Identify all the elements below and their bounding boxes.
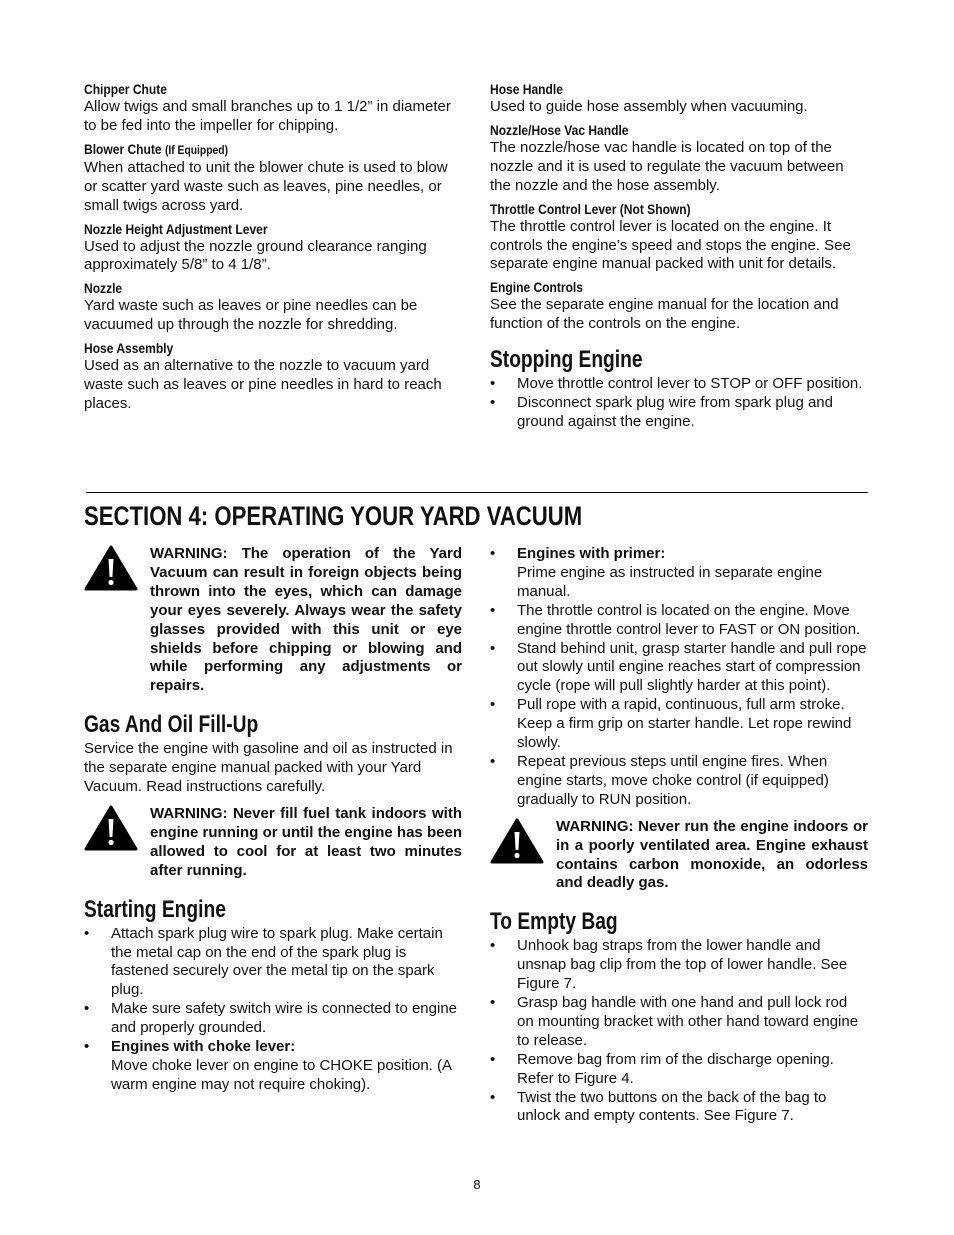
lower-right-column [490, 545, 868, 1126]
empty-bag-section [490, 907, 868, 1126]
starting-engine-item [84, 1000, 462, 1038]
warning-exhaust-text: WARNING: Never run the engine indoors or in a poorly ventilated area. Engine exhaust contains carbon monoxide, an odorless and deadly gas. [556, 817, 868, 892]
starting-engine-item [490, 753, 868, 810]
section-divider [86, 492, 868, 493]
page-number: 8 [473, 1177, 481, 1192]
stopping-engine-list [490, 375, 868, 432]
starting-engine-item-text: Prime engine as instructed in separate engine manual. [517, 563, 823, 600]
warning-eyes [84, 545, 462, 696]
blower-chute-block [84, 140, 462, 216]
empty-bag-title: To Empty Bag [490, 908, 618, 936]
chipper-chute-block [84, 80, 462, 136]
warning-triangle-icon [84, 545, 150, 597]
nozzle-height-block [84, 220, 462, 276]
starting-engine-item-text: • Pull rope with a rapid, continuous, full arm stroke. Keep a firm grip on starter handle. Let rope rewind slowly. [517, 696, 852, 752]
nozzle-heading: Nozzle [84, 280, 123, 297]
gas-oil-title: Gas And Oil Fill-Up [84, 711, 259, 739]
hose-assembly-block [84, 339, 462, 414]
hose-handle-block [490, 80, 868, 117]
nozzle-height-text: Used to adjust the nozzle ground clearance ranging approximately 5/8” to 4 1/8”. [84, 237, 427, 274]
empty-bag-item: • Grasp bag handle with one hand and pull lock rod on mounting bracket with other hand toward engine to release. [490, 994, 868, 1051]
starting-engine-item-bold: • Engines with primer: [517, 545, 666, 562]
starting-engine-item-text: • Stand behind unit, grasp starter handle and pull rope out slowly until engine reaches start of compression cycle (rope will pull slightly harder at this point). [517, 639, 867, 695]
starting-engine-item-text: • The throttle control is located on the engine. Move engine throttle control lever to FAST or ON position. [517, 601, 861, 638]
hose-assembly-heading: Hose Assembly [84, 340, 174, 357]
nozzle-text: Yard waste such as leaves or pine needles can be vacuumed up through the nozzle for shredding. [84, 297, 418, 334]
starting-engine-item [490, 640, 868, 697]
starting-engine-item-text: • Make sure safety switch wire is connected to engine and properly grounded. [111, 1000, 458, 1037]
warning-fuel-text: WARNING: Never fill fuel tank indoors with engine running or until the engine has been allowed to cool for at least two minutes after running. [150, 804, 462, 879]
starting-engine-item [84, 1038, 462, 1095]
starting-engine-title: Starting Engine [84, 895, 226, 923]
empty-bag-item: • Remove bag from rim of the discharge opening. Refer to Figure 4. [490, 1051, 868, 1089]
warning-eyes-text: WARNING: The operation of the Yard Vacuum can result in foreign objects being thrown into the eyes, which can damage your eyes severely. Always wear the safety glasses provided with this unit or eye shields before chipping or blowing and while performing any adjustments or repairs. [150, 545, 462, 695]
starting-engine-section [84, 895, 462, 1095]
stopping-engine-item: • Move throttle control lever to STOP or OFF position. [490, 375, 868, 394]
hose-handle-text: Used to guide hose assembly when vacuuming. [490, 98, 808, 115]
engine-controls-heading: Engine Controls [490, 279, 583, 296]
throttle-lever-heading: Throttle Control Lever (Not Shown) [490, 200, 691, 217]
blower-chute-heading-label: Blower Chute [84, 140, 162, 157]
stopping-engine-title: Stopping Engine [490, 346, 643, 374]
section-title: SECTION 4: OPERATING YOUR YARD VACUUM [84, 501, 583, 531]
engine-controls-text: See the separate engine manual for the location and function of the controls on the engine. [490, 296, 839, 333]
engine-controls-block [490, 278, 868, 334]
top-left-column [84, 80, 462, 418]
nozzle-hose-vac-heading: Nozzle/Hose Vac Handle [490, 121, 629, 138]
warning-exhaust [490, 818, 868, 894]
chipper-chute-text: Allow twigs and small branches up to 1 1/2” in diameter to be fed into the impeller for chipping. [84, 98, 451, 134]
blower-chute-text: When attached to unit the blower chute is used to blow or scatter yard waste such as leaves, pine needles, or small twigs across yard. [84, 158, 448, 214]
hose-assembly-text: Used as an alternative to the nozzle to vacuum yard waste such as leaves or pine needles in hard to reach places. [84, 357, 442, 412]
hose-handle-heading: Hose Handle [490, 81, 563, 97]
starting-engine-list [84, 925, 462, 1095]
starting-engine-item-bold: • Engines with choke lever: [111, 1038, 296, 1056]
starting-engine-item [490, 696, 868, 753]
stopping-engine-section [490, 345, 868, 432]
empty-bag-list [490, 937, 868, 1126]
lower-left-column [84, 545, 462, 1095]
gas-oil-section [84, 710, 462, 797]
warning-triangle-icon [490, 818, 556, 870]
nozzle-hose-vac-text: The nozzle/hose vac handle is located on top of the nozzle and it is used to regulate the vacuum between the nozzle and the hose assembly. [490, 138, 844, 194]
starting-engine-continued-list [490, 545, 868, 810]
starting-engine-item-text: • Attach spark plug wire to spark plug. Make certain the metal cap on the end of the spark plug is fastened securely over the metal tip on the spark plug. [111, 924, 443, 999]
gas-oil-text: Service the engine with gasoline and oil as instructed in the separate engine manual packed with your Yard Vacuum. Read instructions carefully. [84, 740, 453, 796]
empty-bag-item: • Unhook bag straps from the lower handle and unsnap bag clip from the top of lower handle. See Figure 7. [490, 937, 868, 994]
blower-chute-heading [84, 140, 409, 159]
starting-engine-item-text: Move choke lever on engine to CHOKE position. (A warm engine may not require choking). [111, 1056, 452, 1093]
nozzle-block [84, 279, 462, 335]
warning-fuel [84, 805, 462, 881]
stopping-engine-item: • Disconnect spark plug wire from spark plug and ground against the engine. [490, 394, 868, 432]
warning-triangle-icon [84, 805, 150, 857]
blower-chute-heading-note: (If Equipped) [164, 142, 229, 157]
top-right-column [490, 80, 868, 432]
throttle-lever-text: The throttle control lever is located on the engine. It controls the engine’s speed and stops the engine. See separate engine manual packed with unit for details. [490, 217, 851, 273]
starting-engine-item [490, 545, 868, 602]
starting-engine-item [84, 925, 462, 1001]
chipper-chute-heading: Chipper Chute [84, 81, 167, 97]
starting-engine-item-text: • Repeat previous steps until engine fires. When engine starts, move choke control (if equipped) gradually to RUN position. [517, 752, 829, 808]
throttle-lever-block [490, 200, 868, 275]
starting-engine-item [490, 602, 868, 640]
nozzle-height-heading: Nozzle Height Adjustment Lever [84, 220, 268, 237]
empty-bag-item: • Twist the two buttons on the back of the bag to unlock and empty contents. See Figure 7. [490, 1089, 868, 1127]
nozzle-hose-vac-block [490, 121, 868, 196]
